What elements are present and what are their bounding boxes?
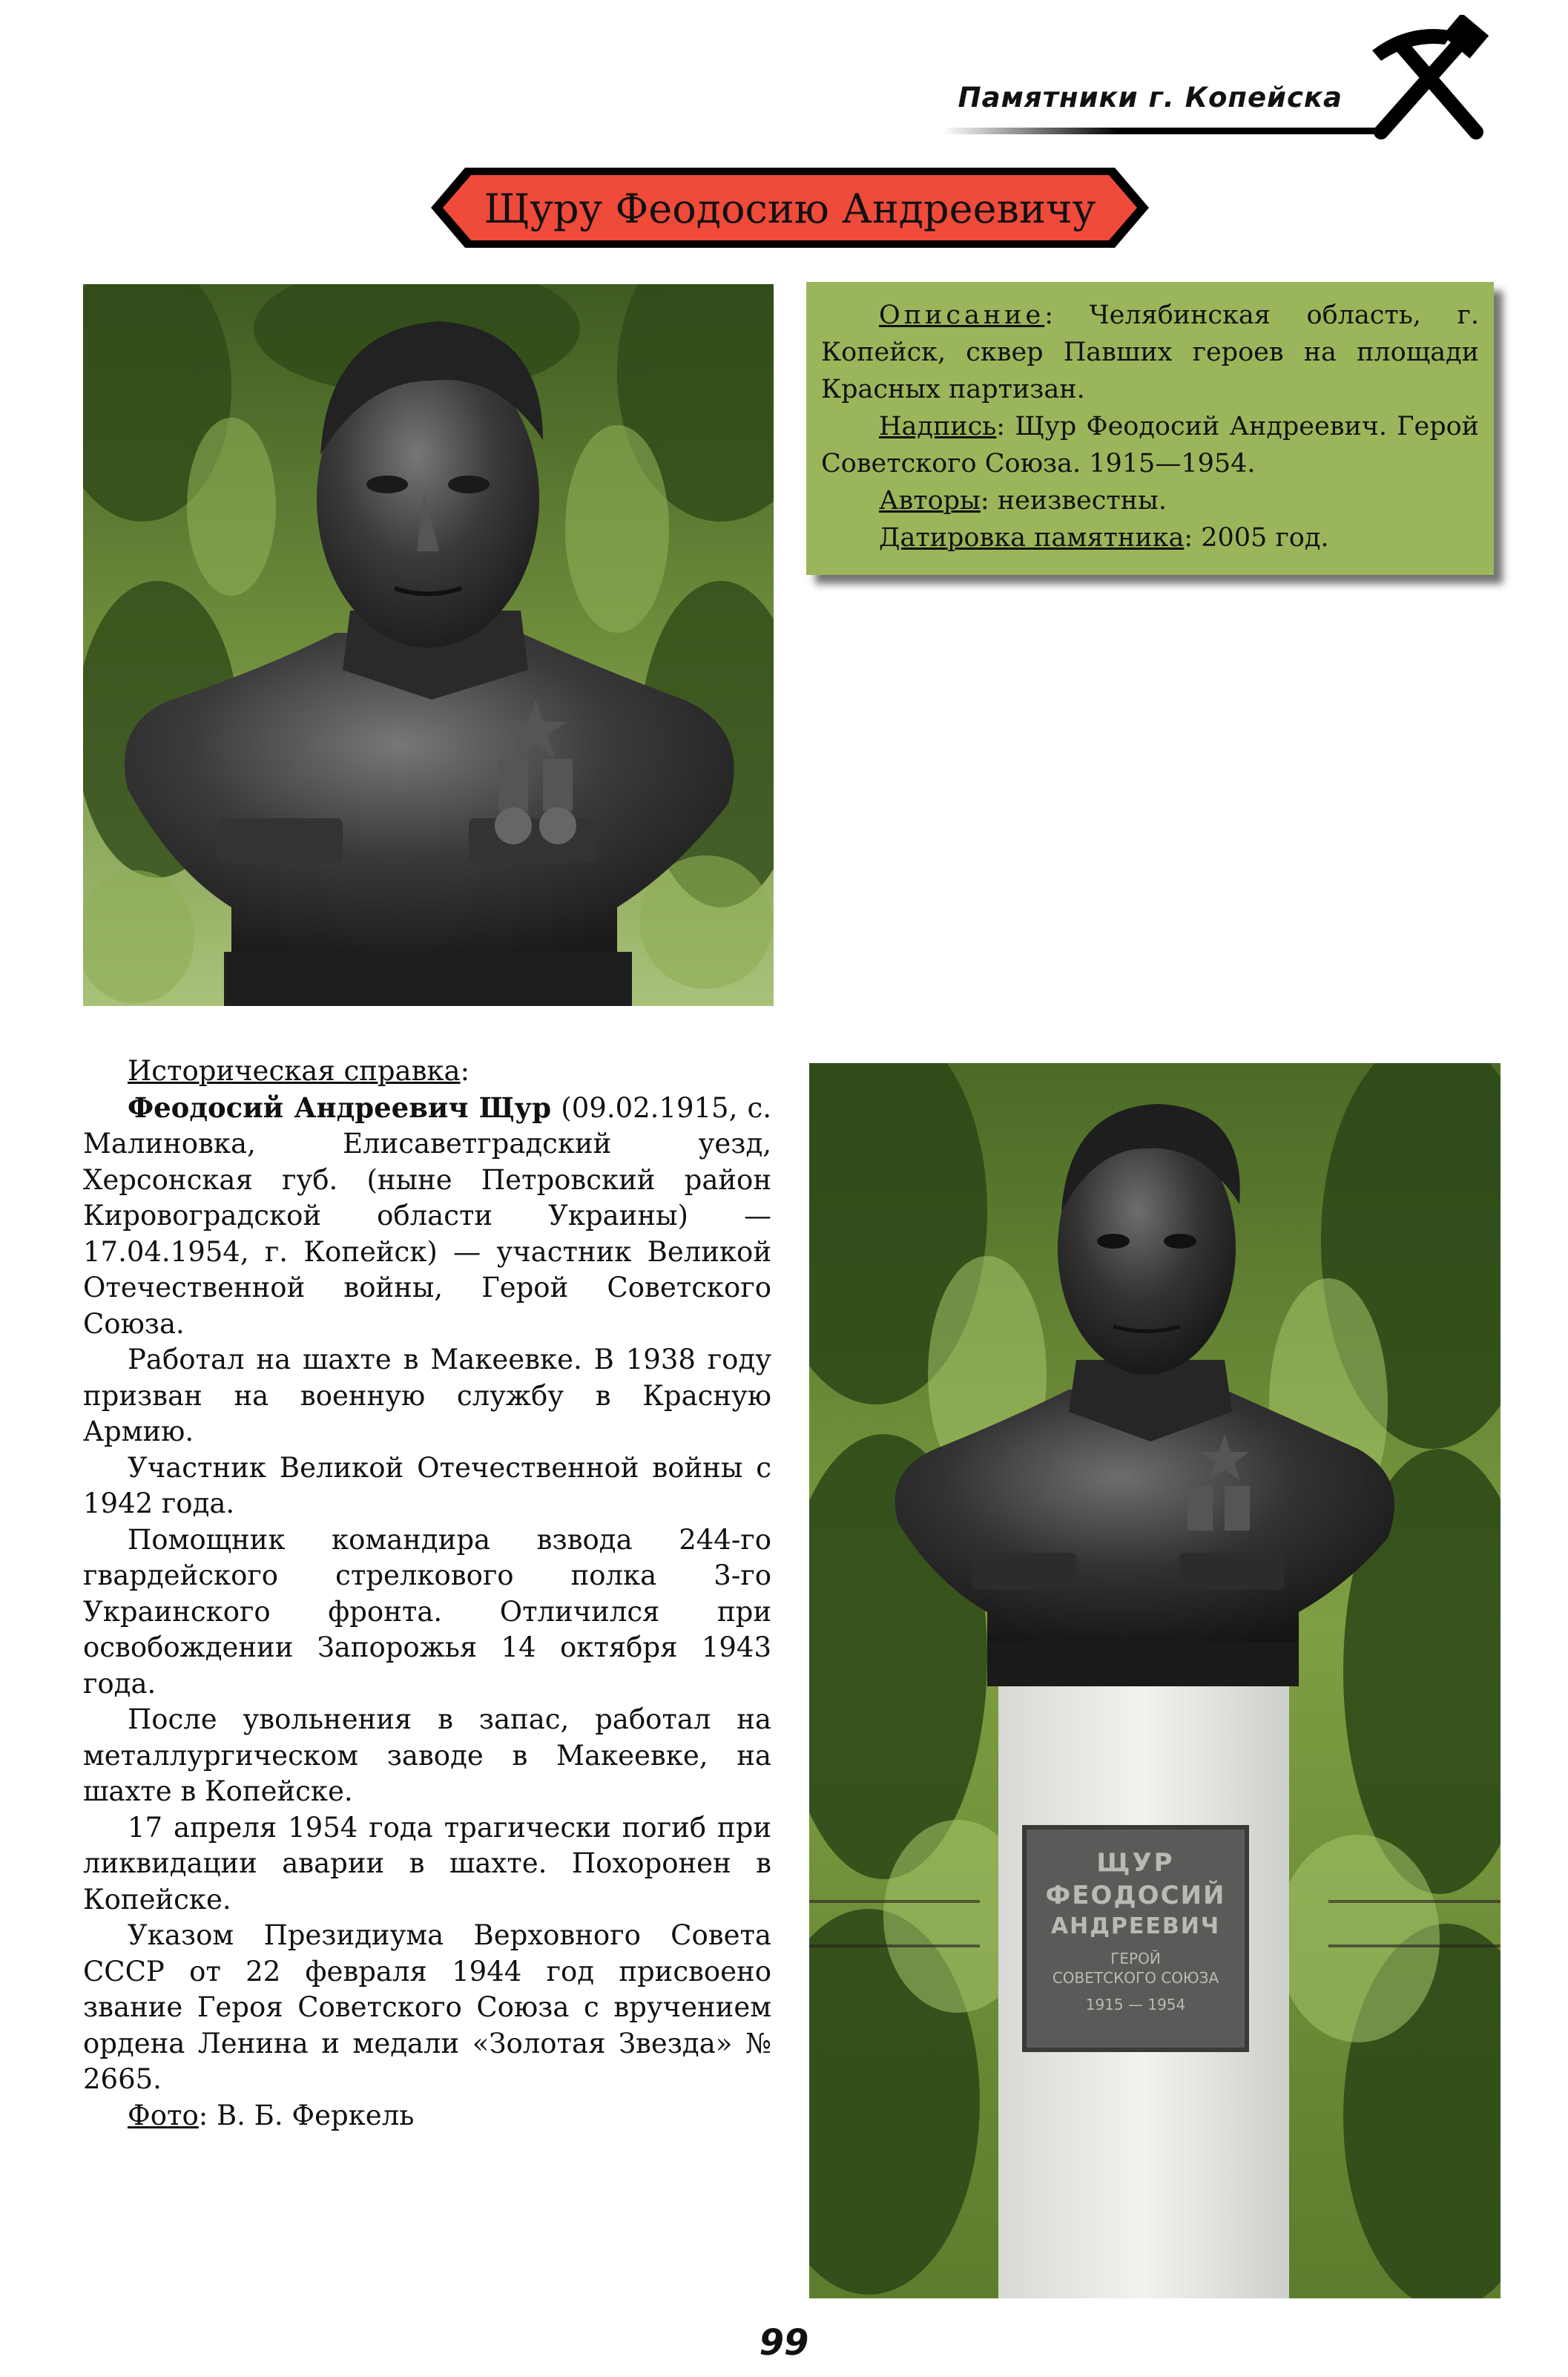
label-authors: Авторы — [879, 486, 981, 516]
history-paragraph-1: (09.02.1915, с. Малиновка, Елисаветградский уезд, Херсонская губ. (ныне Петровский район Кировоградской области Украины) — 17.04.1954, г. Копейск) — участник Великой Отечественной войны, Герой Советского Союза. — [83, 1091, 771, 1340]
history-heading: Историческая справка — [128, 1055, 461, 1087]
history-paragraph-5: После увольнения в запас, работал на металлургическом заводе в Макеевке, на шахте в Копейске. — [83, 1703, 771, 1807]
plaque-soviet-union: СОВЕТСКОГО СОЮЗА — [1052, 1969, 1219, 1987]
text-dating: : 2005 год. — [1184, 523, 1329, 553]
plaque-years: 1915 — 1954 — [1085, 1996, 1186, 2013]
page-number: 99 — [759, 2322, 809, 2364]
text-authors: : неизвестны. — [980, 486, 1167, 516]
plaque-patronymic: АНДРЕЕВИЧ — [1050, 1913, 1221, 1939]
header-title: Памятники г. Копейска — [958, 82, 1343, 114]
plaque-hero: ГЕРОЙ — [1110, 1950, 1161, 1967]
bust-photo-closeup — [83, 284, 774, 1006]
text-inscription: : Щур Феодосий Андреевич. Герой Советского Союза. 1915—1954. — [821, 412, 1479, 479]
plaque-surname: ЩУР — [1096, 1848, 1175, 1878]
plaque-first-name: ФЕОДОСИЙ — [1045, 1881, 1226, 1910]
description-box — [806, 282, 1494, 575]
text-description: : Челябинская область, г. Копейск, сквер Павших героев на площади Красных партизан. — [821, 300, 1479, 404]
label-inscription: Надпись — [879, 412, 997, 441]
running-header — [912, 59, 1387, 141]
history-paragraph-7: Указом Президиума Верховного Совета СССР от 22 февраля 1944 год присвоено звание Героя Советского Союза с вручением ордена Ленина и медали «Золотая Звезда» № 2665. — [83, 1919, 771, 2095]
label-dating: Датировка памятника — [879, 523, 1185, 553]
history-paragraph-3: Участник Великой Отечественной войны с 1942 года. — [83, 1451, 771, 1519]
historical-reference — [83, 1053, 771, 2134]
memorial-plaque — [1024, 1827, 1247, 2050]
description-text — [821, 297, 1479, 556]
monument-title: Щуру Феодосию Андреевичу — [484, 185, 1096, 232]
history-paragraph-6: 17 апреля 1954 года трагически погиб при ликвидации аварии в шахте. Похоронен в Копейске. — [83, 1811, 771, 1916]
history-paragraph-4: Помощник командира взвода 244-го гвардейского стрелкового полка 3-го Украинского фронта. Отличился при освобождении Запорожья 14 октября 1943 года. — [83, 1523, 771, 1700]
hero-name: Феодосий Андреевич Щур — [128, 1091, 552, 1124]
history-paragraph-2: Работал на шахте в Макеевке. В 1938 году призван на военную службу в Красную Армию. — [83, 1344, 771, 1447]
hammer-pick-icon — [1365, 15, 1491, 141]
history-heading-suffix: : — [460, 1055, 470, 1087]
monument-photo-full — [809, 1063, 1501, 2298]
label-description: Описание — [879, 300, 1045, 330]
header-rule — [942, 128, 1387, 134]
title-banner — [426, 165, 1153, 251]
photo-credit: : В. Б. Феркель — [198, 2099, 415, 2131]
photo-label: Фото — [128, 2099, 199, 2131]
